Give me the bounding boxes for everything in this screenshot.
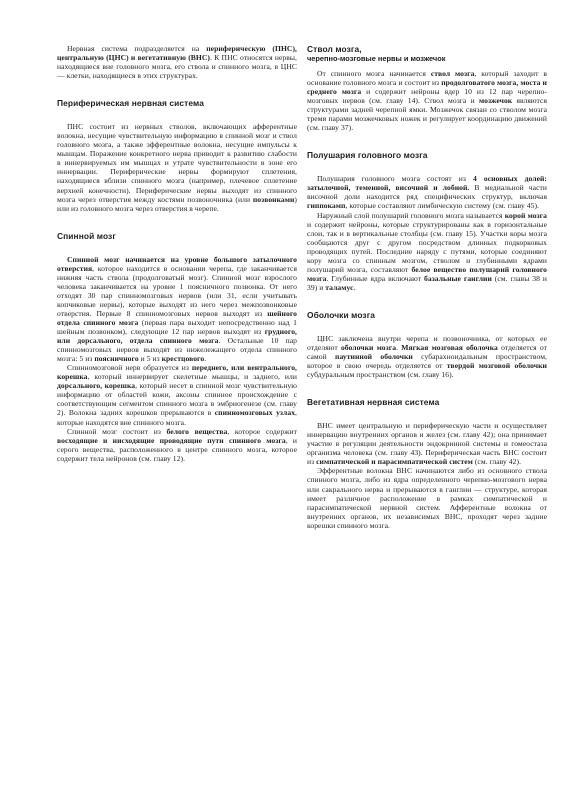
heading-autonomic: Вегетативная нервная система [307, 397, 440, 408]
meninges-paragraph: ЦНС заключена внутри черепа и позвоночника, от которых ее отделяют оболочки мозга. Мягкая мозговая оболочка отделяется от самой паутинной оболочки субарахноидальным пространством, которое в свою очередь отделяется от твердой мозговой оболочки субдуральным пространством (см. главу 16). [307, 333, 548, 380]
heading-brainstem: Ствол мозга, [307, 44, 362, 54]
brainstem-paragraph: От спинного мозга начинается ствол мозга, который заходит в основание головного мозга и состоит из продолговатого мозга, моста и среднего мозга и содержит нейроны ядер 10 из 12 пар черепно-мозговых нервов (см. главу 14). Ствол мозга и мозжечок являются структурами задней черепной ямки. Мозжечок связан со стволом мозга тремя парами мозжечковых ножек и регулирует координацию движений (см. главу 37). [307, 69, 547, 133]
left-column [57, 44, 297, 463]
heading-spinal-cord: Спинной мозг [57, 230, 116, 241]
intro-paragraph: Нервная система подразделяется на периферическую (ПНС), центральную (ЦНС) и вегетативную (ВНС). К ПНС относятся нервы, находящиеся вне головного мозга, его ствола и спинного мозга, в ЦНС — клетки, находящиеся в этих структурах. [57, 44, 297, 81]
heading-peripheral: Периферическая нервная система [57, 98, 204, 109]
spinal-paragraph-3: Спинной мозг состоит из белого вещества, которое содержит восходящие и нисходящие проводящие пути спинного мозга, и серого вещества, расположенного в центре спинного мозга, которое содержит тела нейронов (см. главу 12). [57, 426, 297, 463]
heading-hemispheres: Полушария головного мозга [307, 150, 428, 161]
hemispheres-paragraph-1: Полушария головного мозга состоят из 4 основных долей: затылочной, теменной, височной и лобной. В медиальной части височной доли находится ряд специфических структур, включая гиппокамп, которые составляют лимбическую систему (см. главу 45). [307, 174, 547, 211]
hemispheres-paragraph-2: Наружный слой полушарий головного мозга называется корой мозга и содержит нейроны, которые структурированы как в горизонтальные слои, так и в вертикальные столбцы (см. главу 15). Участки коры мозга сообщаются друг с другом посредством длинных подкорковых проводящих путей. Последние наряду с путями, которые соединяют кору мозга со спинным мозгом, стволом и глубинными ядрами полушарий мозга, составляют белое вещество полушарий головного мозга. Глубинные ядра включают базальные ганглии (см. главы 38 и 39) и таламус. [307, 210, 547, 292]
heading-meninges: Оболочки мозга [307, 309, 376, 320]
peripheral-paragraph: ПНС состоит из нервных стволов, включающих афферентные волокна, несущие чувствительную информацию в спинной мозг и ствол головного мозга, а также эфферентные волокна, несущие импульсы к мышцам. Поражение конкретного нерва приводит к развитию слабости в иннервируемых им мышцах и утрате чувствительности в зоне его иннервации. Периферические нервы формируют сплетения, находящиеся вблизи спинного мозга (например, плечевое сплетение верхней конечности). Периферические нервы выходят из спинного мозга через отверстия между костями позвоночника (или позвонками) или из головного мозга через отверстия в черепе. [57, 122, 297, 213]
spinal-paragraph-2: Спинномозговой нерв образуется из переднего, или вентрального, корешка, который иннервирует скелетные мышцы, и заднего, или дорсального, корешка, который несет в спинной мозг чувствительную информацию от областей кожи, аксоны спинное происхождение с соответствующим сегментом спинного мозга в эмбриогенезе (см. главу 2). Волокна задних корешков прерываются в спинномозговых узлах, которые находятся вне спинного мозга. [57, 363, 298, 427]
right-column [307, 44, 547, 530]
autonomic-paragraph-2: Эфферентные волокна ВНС начинаются либо из основного ствола спинного мозга, либо из ядра определенного черепно-мозгового нерва или сакрального нерва и прерываются в ганглии — структуре, которая имеет различное расположение в рамках симпатической и парасимпатической нервной систем. Афферентные волокна от внутренних органов, их независимых ВНС, проходят через задние корешки спинного мозга. [307, 466, 547, 530]
subheading-brainstem: черепно-мозговые нервы и мозжечок [307, 54, 446, 63]
autonomic-paragraph-1: ВНС имеет центральную и периферическую части и осуществляет иннервацию внутренних органов и желез (см. главу 42); она принимает участие в регуляции деятельности эндокринной системы и гомеостаза организма человека (см. главу 43). Периферическая часть ВНС состоит из симпатической и парасимпатической систем (см. главу 42). [307, 421, 547, 467]
spinal-paragraph-1: Спинной мозг начинается на уровне большого затылочного отверстия, которое находится в основании черепа, где заканчивается нижняя часть ствола (продолговатый мозг). Спинной мозг взрослого человека заканчивается на уровне 1 поясничного позвонка. От него отходят 30 пар спинномозговых нервов (или 31, если учитывать копчиковые нервы), которые выходят из него через межпозвонковые отверстия. Первые 8 спинномозговых нервов выходят из шейного отдела спинного мозга (первая пара выходит непосредственно над 1 шейным позвонком), следующие 12 пар нервов выходят из грудного, или дорсального, отдела спинного мозга. Остальные 10 пар спинномозговых нервов выходят из нижележащего отдела спинного мозга: 5 из поясничного и 5 из крестцового. [57, 254, 297, 364]
